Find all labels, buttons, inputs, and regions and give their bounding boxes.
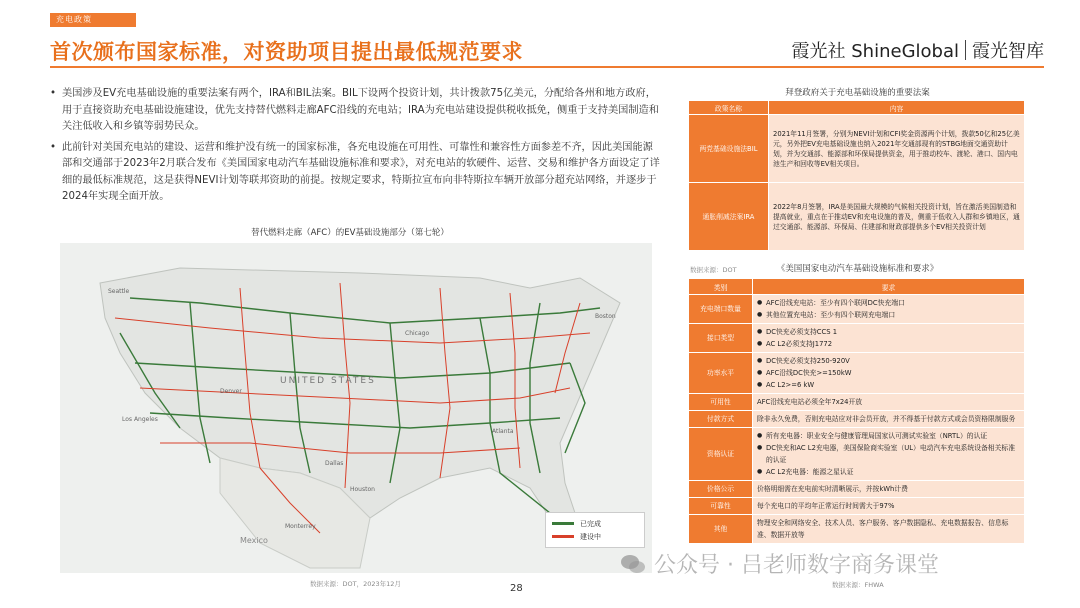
table-row xyxy=(689,295,1025,324)
brand-logo xyxy=(792,37,1044,63)
city-label: Seattle xyxy=(108,288,130,295)
category-cell: 充电端口数量 xyxy=(689,295,753,324)
policy-name-cell: 两党基础设施法BIL xyxy=(689,115,769,183)
category-cell: 付款方式 xyxy=(689,411,753,428)
city-label: Chicago xyxy=(405,330,430,337)
legend-swatch xyxy=(552,522,574,525)
table-row xyxy=(689,324,1025,353)
requirement-cell: 除非永久免费，否则充电站应对非会员开放，并不得基于付款方式或会员资格限制服务 xyxy=(753,411,1025,428)
table2-source: 数据来源：FHWA xyxy=(832,581,884,589)
brand-name-cn: 霞光智库 xyxy=(972,41,1044,62)
section-tag: 充电政策 xyxy=(50,13,136,27)
requirement-item: ● 所有充电器：职业安全与健康管理局国家认可测试实验室（NRTL）的认证 xyxy=(757,430,1020,442)
policy-content-cell: 2022年8月签署，IRA是美国最大规模的气候相关投资计划，旨在激活美国制造和提高就业，重点在于推动EV和充电设施的普及，侧重于低收入人群和乡镇地区，通过交通部、能源部、环保局、住建部和财政部提供多个EV相关投资计划 xyxy=(769,183,1025,251)
requirement-item: ● AFC沿线充电站：至少有四个联网DC快充端口 xyxy=(757,297,1020,309)
table1-source: 数据来源：DOT xyxy=(690,266,737,274)
requirement-cell xyxy=(753,428,1025,481)
map-mexico-label: Mexico xyxy=(240,536,268,545)
table-row xyxy=(689,353,1025,394)
title-underline xyxy=(50,66,1044,68)
map-legend xyxy=(545,512,645,548)
table-row xyxy=(689,428,1025,481)
category-cell: 可靠性 xyxy=(689,498,753,515)
city-label: Boston xyxy=(595,313,616,320)
legend-label: 已完成 xyxy=(580,519,601,528)
map-country-label: UNITED STATES xyxy=(280,376,376,386)
table-row xyxy=(689,115,1025,183)
table-header-cell: 内容 xyxy=(769,101,1025,115)
legend-swatch xyxy=(552,535,574,538)
requirement-cell: AFC沿线充电站必须全年7x24开放 xyxy=(753,394,1025,411)
legend-label: 建设中 xyxy=(580,532,601,541)
policy-content-cell: 2021年11月签署，分别为NEVI计划和CFI奖金资源两个计划，拨款50亿和25亿美元，另外把EV充电基础设施也纳入2021年交通部现有的STBG地面交通资助计划，并为交通部、能源部和环保局提供资金，用于推动校车、渡轮、港口、国内电池生产和回收等EV相关项目。 xyxy=(769,115,1025,183)
requirement-cell: 每个充电口的平均年正常运行时间需大于97% xyxy=(753,498,1025,515)
city-label: Monterrey xyxy=(285,523,316,530)
requirement-item: ● AFC沿线DC快充>=150kW xyxy=(757,367,1020,379)
standards-table xyxy=(688,278,1025,544)
legislation-table xyxy=(688,100,1025,251)
requirement-cell xyxy=(753,324,1025,353)
requirement-item: ● 其他位置充电站：至少有四个联网充电端口 xyxy=(757,309,1020,321)
category-cell: 价格公示 xyxy=(689,481,753,498)
brand-divider xyxy=(965,40,966,60)
table-row xyxy=(689,183,1025,251)
table-header-row xyxy=(689,279,1025,295)
page-title: 首次颁布国家标准，对资助项目提出最低规范要求 xyxy=(50,40,523,64)
city-label: Denver xyxy=(220,388,242,395)
requirement-cell xyxy=(753,295,1025,324)
brand-name-en: 霞光社 ShineGlobal xyxy=(791,41,959,62)
page-number: 28 xyxy=(510,583,523,594)
table-header-cell: 要求 xyxy=(753,279,1025,295)
watermark xyxy=(620,548,939,579)
table-row xyxy=(689,498,1025,515)
requirement-cell xyxy=(753,353,1025,394)
table-header-cell: 类别 xyxy=(689,279,753,295)
category-cell: 其他 xyxy=(689,515,753,544)
category-cell: 资格认证 xyxy=(689,428,753,481)
requirement-item: ● AC L2充电器：能源之星认证 xyxy=(757,466,1020,478)
requirement-item: ● AC L2>=6 kW xyxy=(757,379,1020,391)
table-row xyxy=(689,481,1025,498)
city-label: Dallas xyxy=(325,460,344,467)
requirement-item: ● AC L2必须支持J1772 xyxy=(757,338,1020,350)
table2-title: 《美国国家电动汽车基础设施标准和要求》 xyxy=(776,264,939,274)
city-label: Atlanta xyxy=(492,428,514,435)
legend-item-building xyxy=(552,530,638,543)
table-header-row xyxy=(689,101,1025,115)
table-row xyxy=(689,515,1025,544)
map-source: 数据来源：DOT，2023年12月 xyxy=(310,580,401,588)
bullet-list xyxy=(50,86,660,210)
category-cell: 功率水平 xyxy=(689,353,753,394)
wechat-icon xyxy=(620,553,646,575)
requirement-item: ● DC快充必须支持CCS 1 xyxy=(757,326,1020,338)
bullet-item: • 此前针对美国充电站的建设、运营和维护没有统一的国家标准，各充电设施在可用性、可靠性和兼容性方面参差不齐，因此美国能源部和交通部于2023年2月联合发布《美国国家电动汽车基础设施标准和要求》，对充电站的软硬件、运营、交易和维护各方面设定了详细的最低标准规范，这是获得NEVI计划等联邦资助的前提。按规定要求，特斯拉宣布向非特斯拉车辆开放部分超充站网络，并逐步于2024年实现全面开放。 xyxy=(50,140,660,206)
requirement-cell: 价格明细需在充电前实时清晰展示，并按kWh计费 xyxy=(753,481,1025,498)
requirement-item: ● DC快充必须支持250-920V xyxy=(757,355,1020,367)
city-label: Houston xyxy=(350,486,375,493)
requirement-cell: 物理安全和网络安全、技术人员、客户服务、客户数据隐私、充电数据报告、信息标准、数据开放等 xyxy=(753,515,1025,544)
legend-item-done xyxy=(552,517,638,530)
table1-title: 拜登政府关于充电基础设施的重要法案 xyxy=(785,88,930,98)
table-header-cell: 政策名称 xyxy=(689,101,769,115)
table-row xyxy=(689,394,1025,411)
category-cell: 可用性 xyxy=(689,394,753,411)
category-cell: 接口类型 xyxy=(689,324,753,353)
bullet-item: • 美国涉及EV充电基础设施的重要法案有两个，IRA和BIL法案。BIL下设两个投资计划，共计拨款75亿美元，分配给各州和地方政府，用于直接资助充电基础设施建设，优先支持替代燃料走廊AFC沿线的充电站；IRA为充电站建设提供税收抵免，侧重于支持美国制造和关注低收入和乡镇等弱势民众。 xyxy=(50,86,660,136)
city-label: Los Angeles xyxy=(122,416,158,423)
policy-name-cell: 通胀削减法案IRA xyxy=(689,183,769,251)
map-title: 替代燃料走廊（AFC）的EV基础设施部分（第七轮） xyxy=(251,228,449,238)
watermark-text: 公众号 · 吕老师数字商务课堂 xyxy=(654,553,939,578)
table-row xyxy=(689,411,1025,428)
requirement-item: ● DC快充和AC L2充电器，美国保险商实验室（UL）电动汽车充电系统设备相关标准的认证 xyxy=(757,442,1020,466)
